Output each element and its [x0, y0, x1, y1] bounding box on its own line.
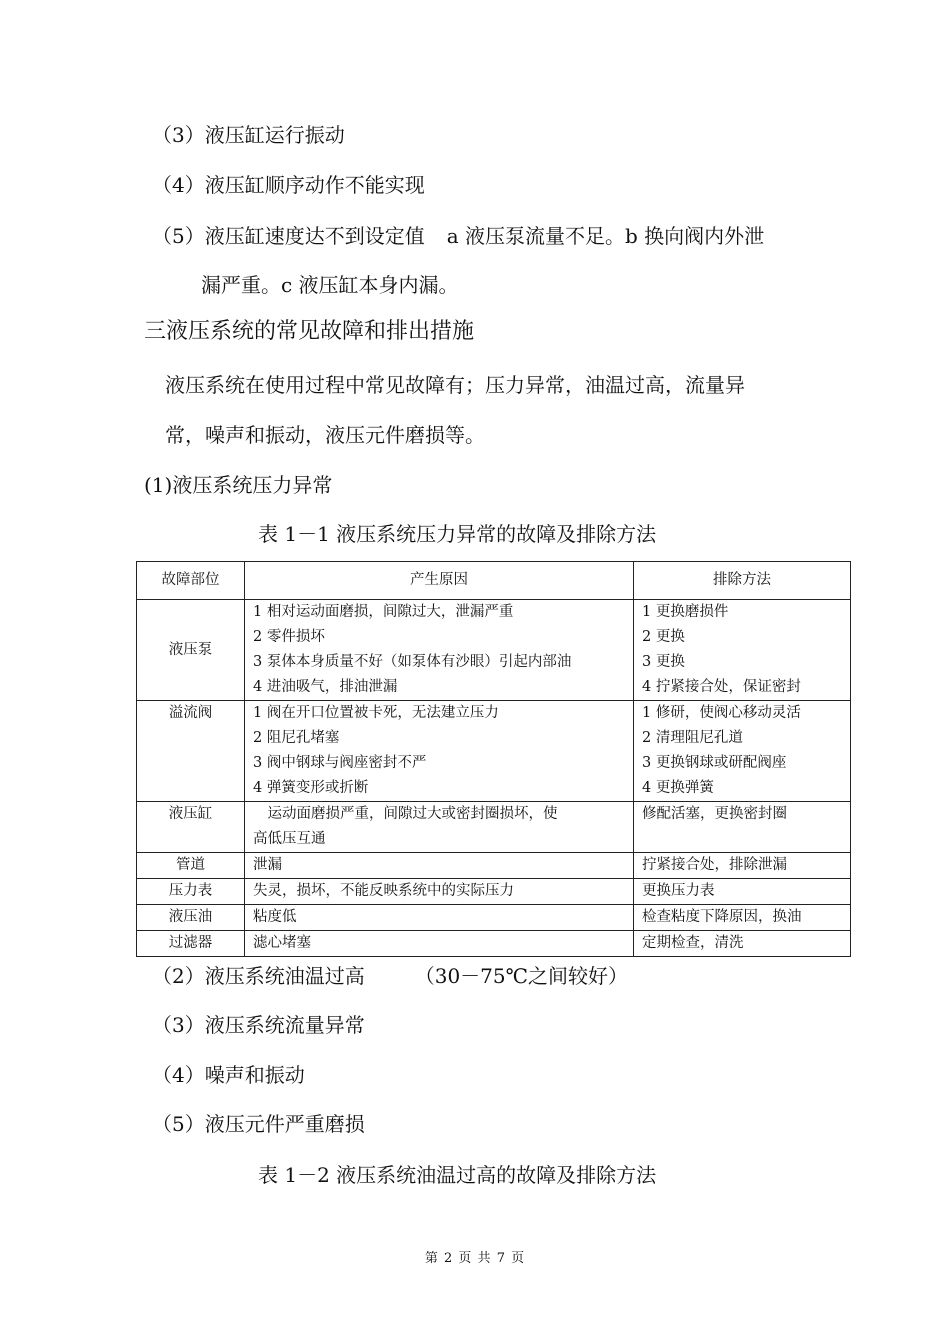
fix-line: 更换压力表 — [642, 883, 715, 899]
fix-cell — [634, 802, 851, 853]
cause-cell — [245, 600, 634, 701]
cause-line: 泄漏 — [253, 857, 282, 873]
cause-line: 4 弹簧变形或折断 — [253, 780, 369, 796]
fix-line: 1 修研，使阀心移动灵活 — [642, 705, 801, 721]
header-cause: 产生原因 — [245, 562, 634, 600]
subsection-heading: (1)液压系统压力异常 — [144, 473, 333, 497]
cause-cell — [245, 905, 634, 931]
intro-line-2: 常，噪声和振动，液压元件磨损等。 — [165, 423, 485, 447]
cause-cell — [245, 802, 634, 853]
fix-cell — [634, 905, 851, 931]
table-row — [137, 802, 851, 853]
cause-cell — [245, 931, 634, 957]
cause-line: 失灵，损坏，不能反映系统中的实际压力 — [253, 883, 514, 899]
part-cell: 溢流阀 — [137, 701, 245, 802]
list-item-flow: （3）液压系统流量异常 — [152, 1013, 365, 1037]
part-cell: 液压油 — [137, 905, 245, 931]
page-footer: 第 2 页 共 7 页 — [424, 1251, 526, 1266]
fix-line: 修配活塞，更换密封圈 — [642, 806, 787, 822]
cause-line: 3 阀中钢球与阀座密封不严 — [253, 755, 427, 771]
cause-cell — [245, 879, 634, 905]
item5-label: （5）液压缸速度达不到设定值 — [152, 224, 425, 248]
fix-line: 3 更换钢球或研配阀座 — [642, 755, 787, 771]
table-row — [137, 905, 851, 931]
header-part: 故障部位 — [137, 562, 245, 600]
fix-line: 1 更换磨损件 — [642, 604, 729, 620]
fix-cell — [634, 879, 851, 905]
cause-line: 2 零件损坏 — [253, 629, 325, 645]
cause-line: 滤心堵塞 — [253, 935, 311, 951]
cause-line: 3 泵体本身质量不好（如泵体有沙眼）引起内部油 — [253, 654, 572, 670]
cause-line: 运动面磨损严重，间隙过大或密封圈损坏，使 — [253, 806, 558, 822]
table-row — [137, 853, 851, 879]
fix-cell — [634, 701, 851, 802]
table-row — [137, 600, 851, 701]
part-cell: 液压泵 — [137, 600, 245, 701]
oil-temp-label: （2）液压系统油温过高 — [152, 964, 365, 988]
fix-cell — [634, 600, 851, 701]
fix-line: 检查粘度下降原因，换油 — [642, 909, 802, 925]
fix-line: 4 拧紧接合处，保证密封 — [642, 679, 801, 695]
cause-line: 2 阻尼孔堵塞 — [253, 730, 340, 746]
fix-cell — [634, 853, 851, 879]
oil-temp-note: （30－75℃之间较好） — [414, 964, 629, 988]
part-cell: 压力表 — [137, 879, 245, 905]
fix-cell — [634, 931, 851, 957]
fault-table — [136, 561, 851, 957]
list-item-wear: （5）液压元件严重磨损 — [152, 1112, 365, 1136]
list-item-5-continuation: 漏严重。c 液压缸本身内漏。 — [201, 273, 459, 297]
cause-line: 高低压互通 — [253, 831, 326, 847]
header-fix: 排除方法 — [634, 562, 851, 600]
part-cell: 过滤器 — [137, 931, 245, 957]
cause-cell — [245, 701, 634, 802]
table2-caption: 表 1－2 液压系统油温过高的故障及排除方法 — [258, 1163, 657, 1187]
item5-detail: a 液压泵流量不足。b 换向阀内外泄 — [446, 224, 765, 248]
fix-line: 2 更换 — [642, 629, 685, 645]
fix-line: 拧紧接合处，排除泄漏 — [642, 857, 787, 873]
cause-cell — [245, 853, 634, 879]
part-cell: 液压缸 — [137, 802, 245, 853]
list-item-oil-temp — [152, 964, 628, 988]
part-cell: 管道 — [137, 853, 245, 879]
fix-line: 4 更换弹簧 — [642, 780, 714, 796]
fix-line: 3 更换 — [642, 654, 685, 670]
table-row — [137, 701, 851, 802]
table-row — [137, 931, 851, 957]
cause-line: 1 阀在开口位置被卡死，无法建立压力 — [253, 705, 499, 721]
list-item-4: （4）液压缸顺序动作不能实现 — [152, 173, 425, 197]
fix-line: 定期检查，清洗 — [642, 935, 744, 951]
cause-line: 4 进油吸气，排油泄漏 — [253, 679, 398, 695]
cause-line: 1 相对运动面磨损，间隙过大，泄漏严重 — [253, 604, 514, 620]
list-item-noise: （4）噪声和振动 — [152, 1063, 305, 1087]
table-header-row — [137, 562, 851, 600]
list-item-3: （3）液压缸运行振动 — [152, 123, 345, 147]
table-row — [137, 879, 851, 905]
list-item-5 — [152, 224, 764, 248]
section-heading: 三液压系统的常见故障和排出措施 — [144, 319, 475, 344]
cause-line: 粘度低 — [253, 909, 297, 925]
fix-line: 2 清理阻尼孔道 — [642, 730, 743, 746]
intro-line-1: 液压系统在使用过程中常见故障有；压力异常，油温过高，流量异 — [165, 373, 745, 397]
table1-caption: 表 1－1 液压系统压力异常的故障及排除方法 — [258, 522, 657, 546]
